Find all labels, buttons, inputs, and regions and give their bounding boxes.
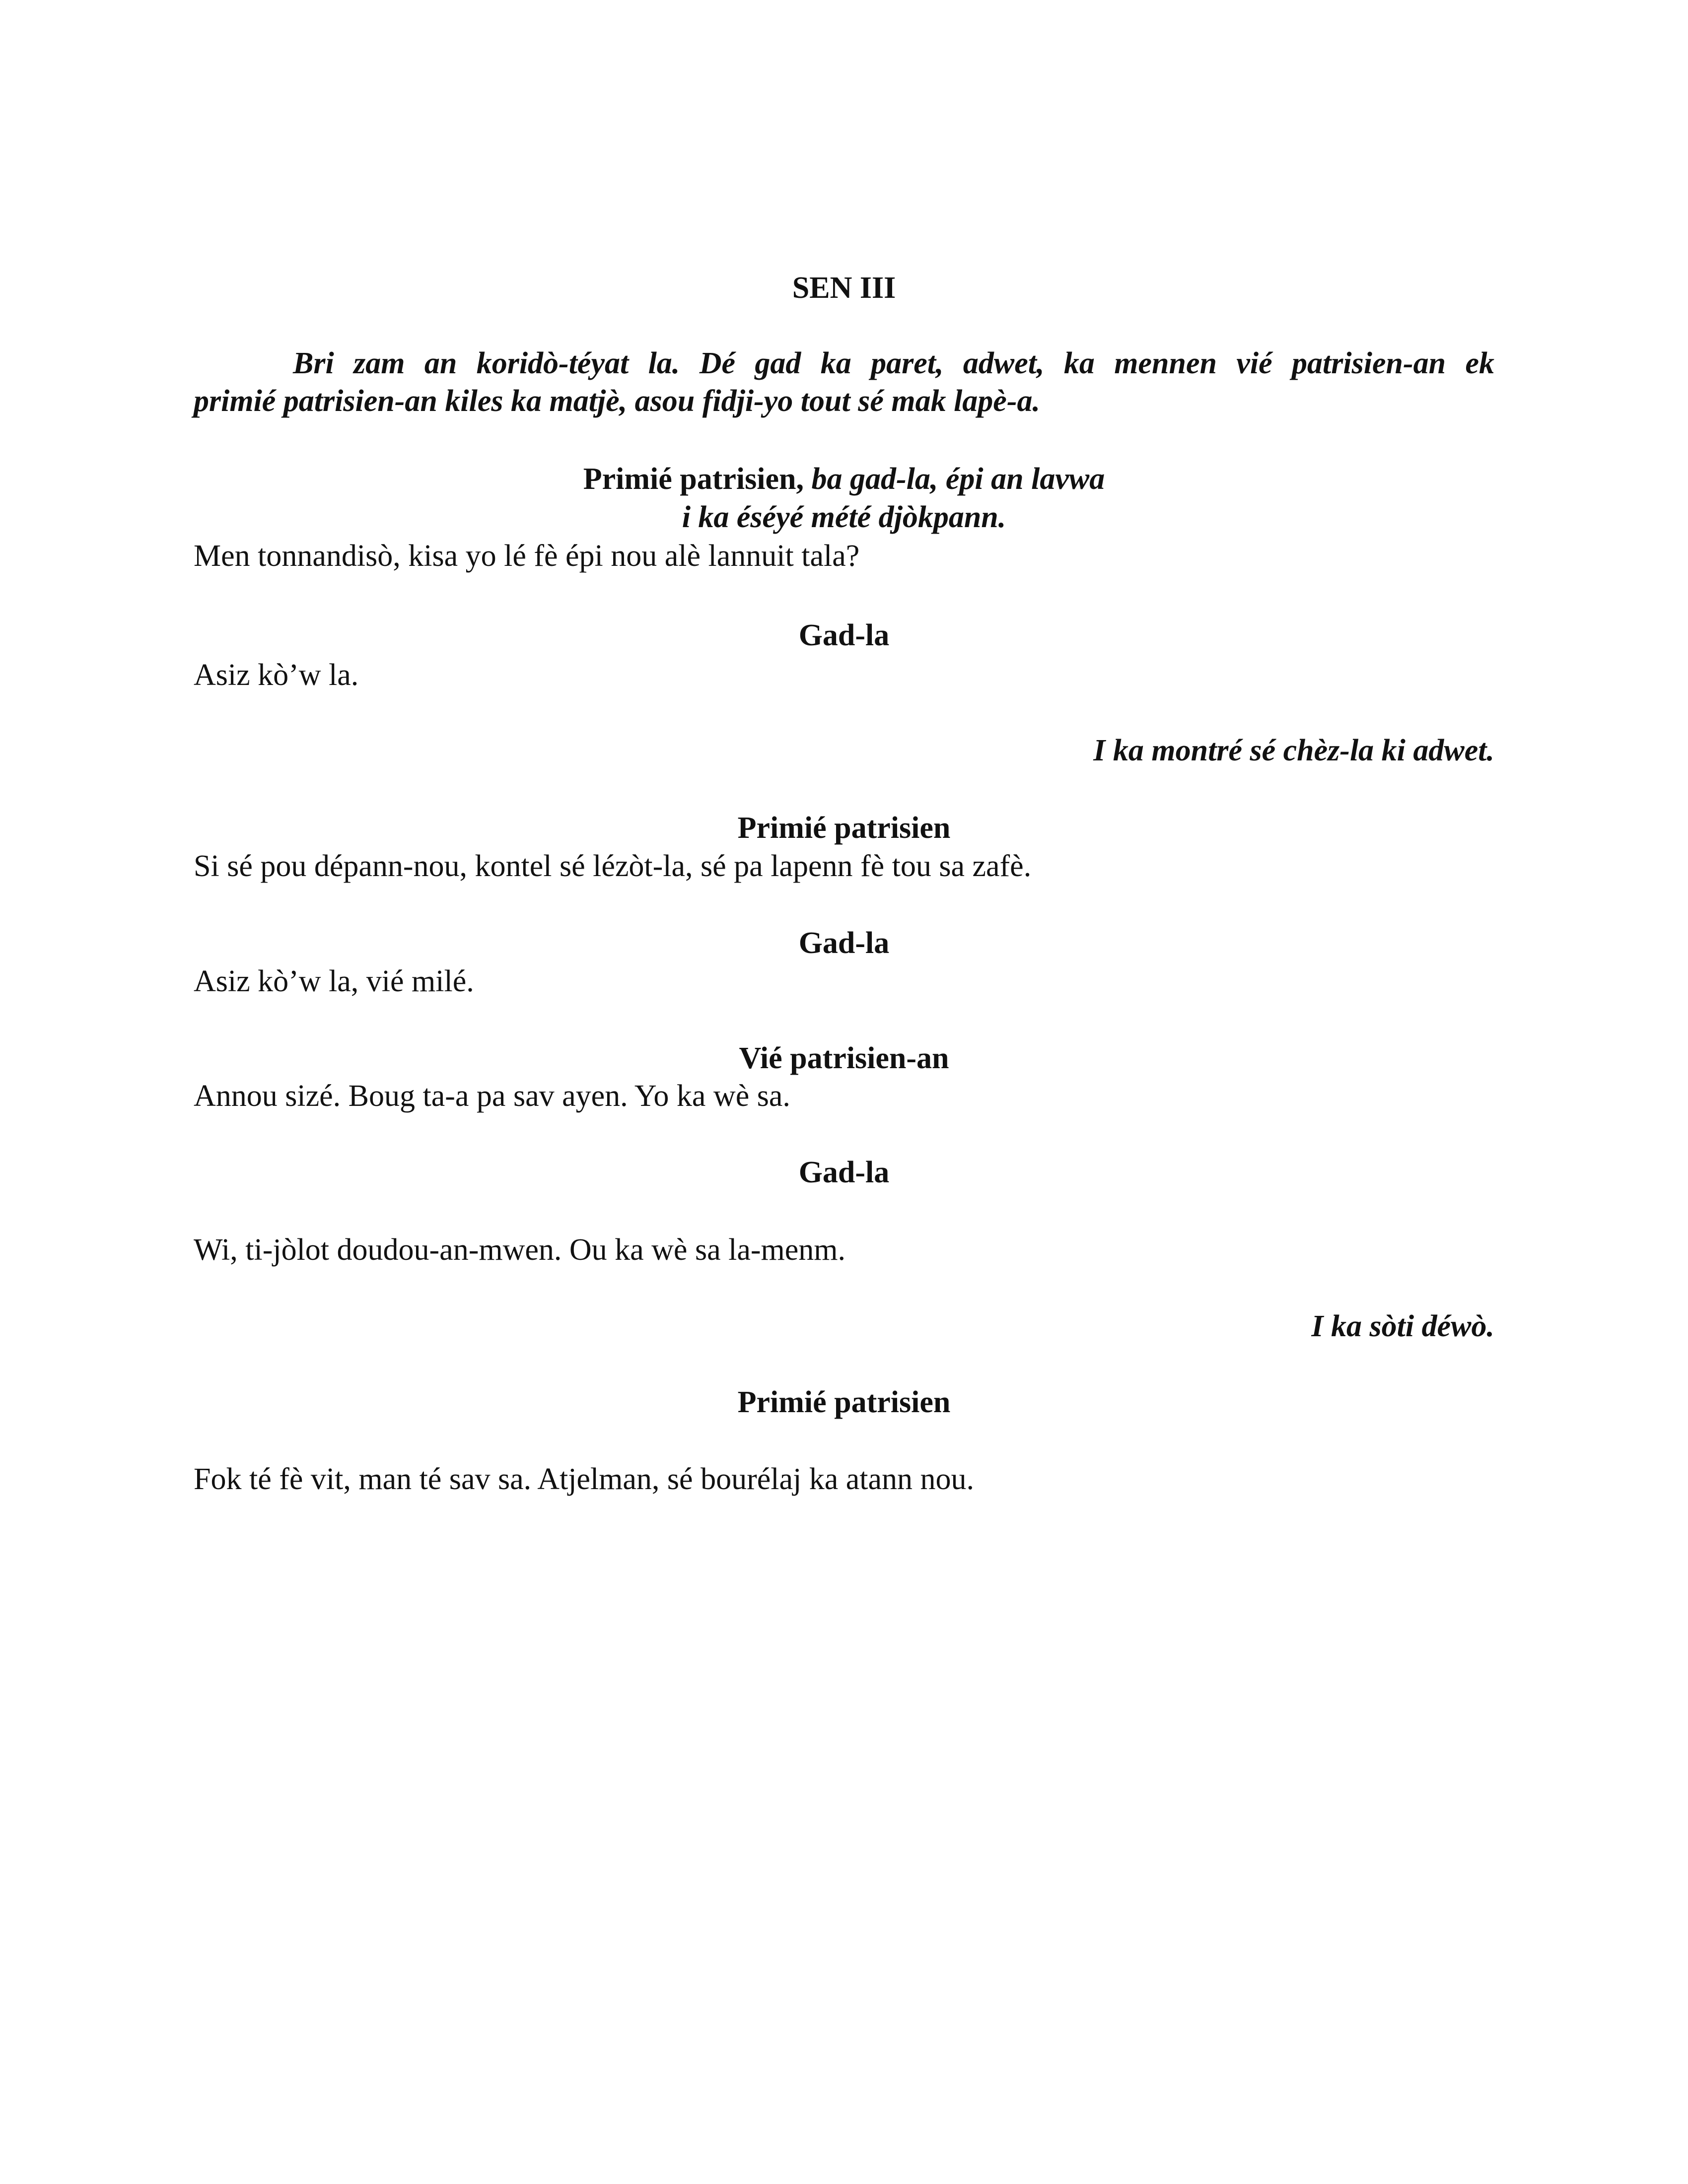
- dialogue-line: Wi, ti-jòlot doudou-an-mwen. Ou ka wè sa la-menm.: [194, 1233, 845, 1267]
- speaker-name: Gad-la: [798, 618, 890, 652]
- speaker-name: Gad-la: [798, 1156, 890, 1189]
- speaker-name: Vié patrisien-an: [739, 1041, 949, 1075]
- dialogue-line: Men tonnandisò, kisa yo lé fè épi nou alè lannuit tala?: [194, 539, 860, 573]
- speaker-name: Primié patrisien,: [583, 462, 804, 496]
- dialogue-line: Asiz kò’w la, vié milé.: [194, 964, 474, 998]
- dialogue-line: Annou sizé. Boug ta-a pa sav ayen. Yo ka wè sa.: [194, 1079, 790, 1113]
- speaker-name: Gad-la: [798, 926, 890, 960]
- dialogue-line: Si sé pou dépann-nou, kontel sé lézòt-la, sé pa lapenn fè tou sa zafè.: [194, 849, 1032, 883]
- speaker-direction: ba gad-la, épi an lavwa: [811, 462, 1105, 496]
- dialogue-line: Asiz kò’w la.: [194, 658, 359, 692]
- stage-direction-line-2: primié patrisien-an kiles ka matjè, asou fidji-yo tout sé mak lapè-a.: [194, 384, 1040, 418]
- speaker-direction-continued: i ka éséyé mété djòkpann.: [682, 500, 1006, 534]
- stage-direction: I ka sòti déwò.: [1311, 1309, 1494, 1343]
- speaker-heading: [194, 459, 1494, 499]
- dialogue-line: Fok té fè vit, man té sav sa. Atjelman, sé bourélaj ka atann nou.: [194, 1462, 974, 1496]
- speaker-name: Primié patrisien: [737, 811, 951, 845]
- speaker-name: Primié patrisien: [737, 1385, 951, 1419]
- stage-direction: I ka montré sé chèz-la ki adwet.: [1093, 734, 1494, 767]
- stage-direction-line-1: Bri zam an koridò-téyat la. Dé gad ka paret, adwet, ka mennen vié patrisien-an ek: [293, 346, 1494, 380]
- scene-title: SEN III: [792, 271, 896, 305]
